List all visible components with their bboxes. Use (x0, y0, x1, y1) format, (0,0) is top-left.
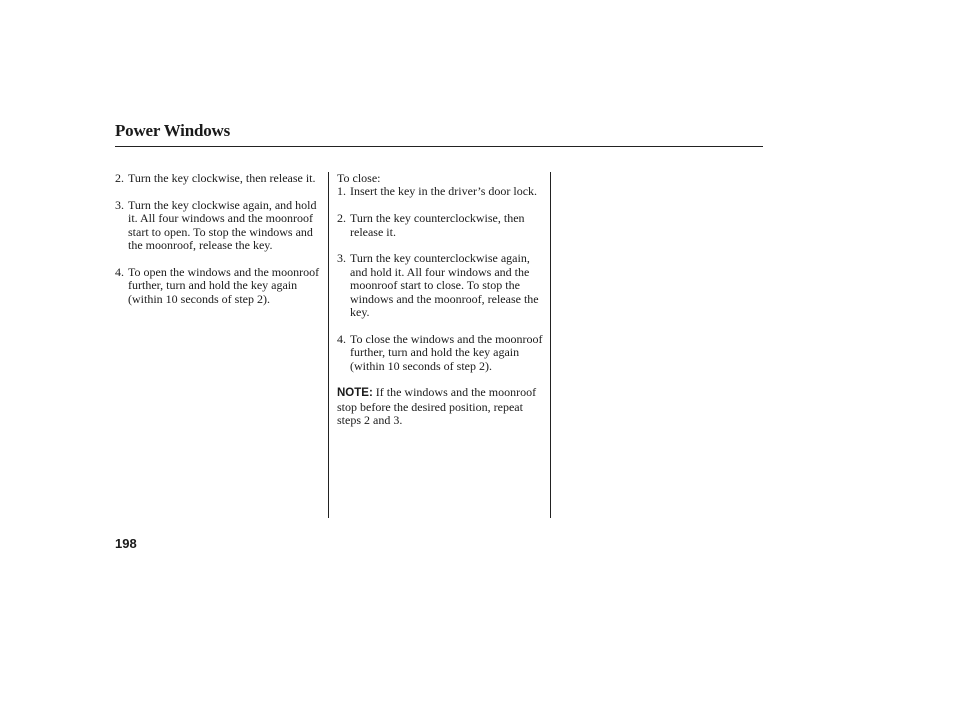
step-text: Turn the key counterclockwise, then release it. (350, 211, 525, 239)
step-text: To close the windows and the moonroof further, turn and hold the key again (within 10 seconds of step 2). (350, 331, 543, 373)
step-text: Turn the key counterclockwise again, and hold it. All four windows and the moonroof start to close. To stop the windows and the moonroof, release the key. (350, 251, 539, 320)
step-number: 4. (337, 331, 346, 346)
note-label: NOTE: (337, 387, 373, 400)
middle-column (337, 172, 547, 428)
list-item (115, 172, 323, 185)
step-number: 2. (337, 211, 346, 226)
list-item (337, 185, 547, 198)
list-item (337, 252, 547, 319)
page-number: 198 (115, 536, 137, 551)
column-divider (550, 172, 551, 518)
step-text: Turn the key clockwise, then release it. (128, 171, 316, 185)
step-number: 2. (115, 171, 124, 185)
list-item (115, 199, 323, 253)
step-number: 4. (115, 264, 124, 279)
step-number: 1. (337, 184, 346, 199)
note (337, 386, 547, 427)
column-divider (328, 172, 329, 518)
note-text: If the windows and the moonroof stop before the desired position, repeat steps 2 and 3. (337, 385, 537, 428)
step-text: To open the windows and the moonroof further, turn and hold the key again (within 10 seconds of step 2). (128, 264, 320, 306)
list-item (115, 266, 323, 306)
step-text: Insert the key in the driver’s door lock. (350, 184, 538, 199)
list-item (337, 333, 547, 373)
section-heading: To close: (337, 171, 381, 185)
title-rule (115, 146, 763, 147)
list-item (337, 212, 547, 239)
step-text: Turn the key clockwise again, and hold it. All four windows and the moonroof start to open. To stop the windows and the moonroof, release the key. (128, 197, 317, 253)
page-title: Power Windows (115, 121, 231, 140)
step-number: 3. (337, 251, 346, 266)
step-number: 3. (115, 197, 124, 212)
left-column (115, 172, 323, 306)
